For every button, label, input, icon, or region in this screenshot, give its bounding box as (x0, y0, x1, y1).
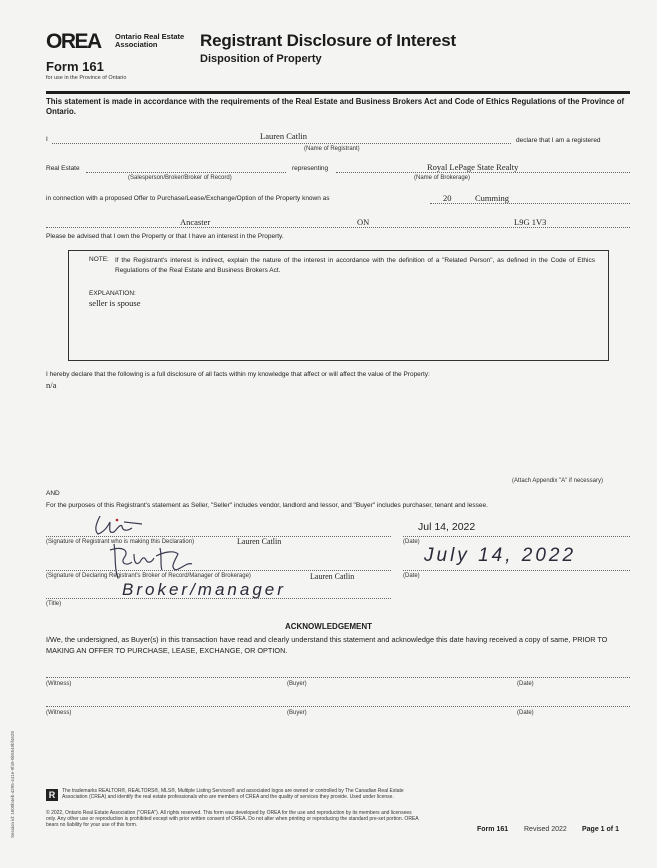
date1: Jul 14, 2022 (418, 521, 476, 533)
property-line-1 (430, 203, 630, 204)
declare-text: declare that I am a registered (516, 137, 601, 144)
copyright-text: © 2022, Ontario Real Estate Association ("OREA"). All rights reserved. This form was developed by OREA for the use and reproduction by its members and licensees only. Any other use or reproduction is prohibited except with prior written consent of OREA. Do not alter when printing or reproducing the standard pre-set portion. OREA bears no liability for your use of this form. (46, 810, 419, 828)
registrant-signature (86, 512, 156, 538)
appendix-note: (Attach Appendix "A" if necessary) (512, 478, 603, 484)
sig2-line (46, 570, 391, 571)
title-line (46, 598, 391, 599)
street-name: Cumming (475, 193, 510, 203)
brokerage-line (336, 172, 630, 173)
connection-text: in connection with a proposed Offer to Purchase/Lease/Exchange/Option of the Property known as (46, 195, 330, 202)
page-subtitle: Disposition of Property (200, 53, 322, 65)
date2-handwritten: July 14, 2022 (424, 545, 577, 566)
form-scope: for use in the Province of Ontario (46, 75, 127, 81)
sig2-name: Lauren Catlin (310, 572, 355, 581)
note-label: NOTE: (89, 256, 109, 263)
footer-page: Page 1 of 1 (582, 826, 619, 833)
acknowledgement-heading: ACKNOWLEDGEMENT (284, 622, 373, 631)
and-label: AND (46, 490, 60, 497)
footer-form-label: Form 161 (477, 826, 509, 833)
acknowledgement-text: I/We, the undersigned, as Buyer(s) in this transaction have read and clearly understand this statement and acknowledge this date having received a copy of same, PRIOR TO MAKING AN OFFER TO PURCHASE, LEASE, EXCHANGE, OR OPTION. (46, 635, 608, 655)
advised-text: Please be advised that I own the Property or that I have an interest in the Property. (46, 233, 284, 240)
trademark-text: The trademarks REALTOR®, REALTORS®, MLS®, Multiple Listing Services® and associated logos are owned or controlled by The Canadian Real Estate Association (CREA) and identify the real estate professionals who are members of CREA and the quality of services they provide. Used under license. (62, 788, 404, 800)
session-id (1, 731, 161, 838)
date4-caption: (Date) (517, 710, 534, 716)
date3-caption: (Date) (517, 681, 534, 687)
registrant-name-line (52, 143, 511, 144)
buyer1-caption: (Buyer) (287, 681, 307, 687)
title-caption: (Title) (46, 601, 62, 607)
form-number: Form 161 (46, 59, 104, 74)
role-line (86, 172, 286, 173)
registrant-name-caption: (Name of Registrant) (304, 146, 360, 152)
sig1-caption: (Signature of Registrant who is making this Declaration) (46, 539, 195, 545)
witness2-line (46, 706, 630, 707)
realtor-logo-icon: R (46, 789, 58, 801)
org-name-line1: Ontario Real Estate (115, 32, 185, 41)
sig1-line (46, 536, 391, 537)
registrant-name: Lauren Catlin (260, 131, 307, 141)
footer-revised: Revised 2022 (524, 826, 567, 833)
property-line-2 (46, 227, 630, 228)
brokerage-name: Royal LePage State Realty (427, 162, 519, 172)
title-handwritten: Broker/manager (122, 580, 286, 599)
explanation-value: seller is spouse (89, 298, 141, 308)
i-label: I (46, 136, 48, 143)
disclosure-declare-text: I hereby declare that the following is a full disclosure of all facts within my knowledge that affect or will affect the value of the Property: (46, 371, 430, 378)
purposes-text: For the purposes of this Registrant's statement as Seller, "Seller" includes vendor, landlord and lessor, and "Buyer" includes purchaser, tenant and lessee. (46, 502, 488, 509)
date2-caption: (Date) (403, 573, 420, 579)
orea-logo (46, 30, 116, 52)
date1-caption: (Date) (403, 539, 420, 545)
postal-code: L9G 1V3 (514, 217, 547, 227)
org-name (115, 33, 184, 49)
disclosure-value: n/a (46, 380, 57, 390)
city: Ancaster (180, 217, 211, 227)
representing-label: representing (292, 165, 329, 172)
page-title: Registrant Disclosure of Interest (200, 31, 457, 50)
note-text: If the Registrant's interest is indirect, explain the nature of the interest in accordance with the definition of a "Related Person", as defined in the Code of Ethics Regulations of the Real Estate and Business Brokers Act. (115, 257, 595, 274)
witness2-caption: (Witness) (46, 710, 72, 716)
explanation-label: EXPLANATION: (89, 290, 136, 297)
buyer2-caption: (Buyer) (287, 710, 307, 716)
sig2-caption: (Signature of Declaring Registrant's Broker of Record/Manager of Brokerage) (46, 573, 251, 579)
date1-line (403, 536, 630, 537)
province: ON (357, 217, 370, 227)
orea-logo-text: OREA (46, 30, 101, 53)
sig1-name: Lauren Catlin (237, 537, 282, 546)
real-estate-label: Real Estate (46, 165, 80, 172)
brokerage-caption: (Name of Brokerage) (414, 175, 471, 181)
witness1-line (46, 677, 630, 678)
header-rule (46, 91, 630, 94)
session-id-text: Session id: 1600b4eb-4295-441e-9f49-0b5549bf4628 (10, 731, 15, 838)
date2-line (403, 570, 630, 571)
street-number: 20 (443, 193, 452, 203)
intro-statement: This statement is made in accordance with the requirements of the Real Estate and Business Brokers Act and Code of Ethics Regulations of the Province of Ontario. (46, 97, 625, 116)
role-caption: (Salesperson/Broker/Broker of Record) (128, 175, 232, 181)
org-name-line2: Association (115, 40, 158, 49)
witness1-caption: (Witness) (46, 681, 72, 687)
